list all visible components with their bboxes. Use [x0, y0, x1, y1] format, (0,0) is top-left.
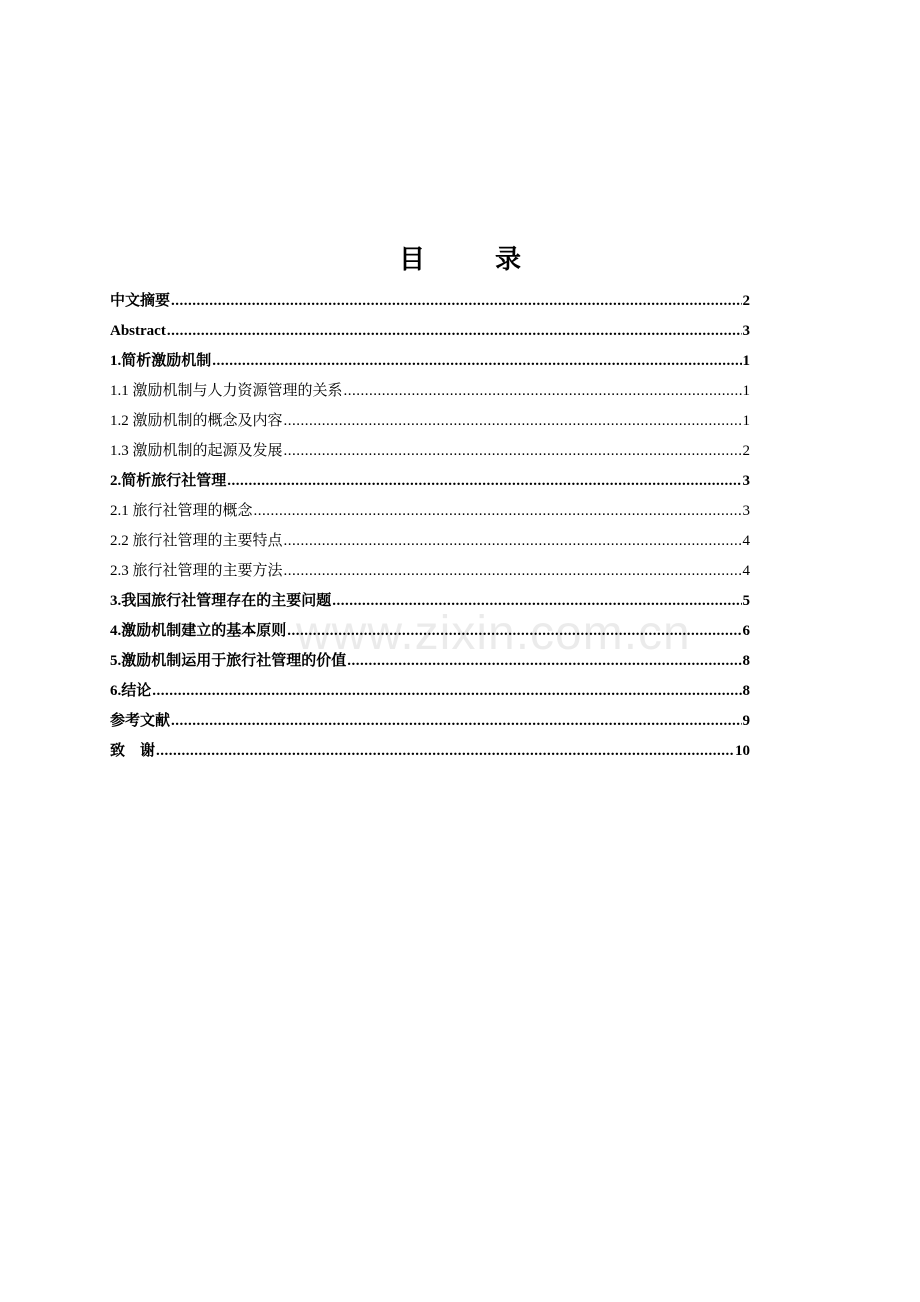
toc-entry-page: 8: [742, 653, 750, 669]
toc-entry-page: 8: [742, 683, 750, 699]
toc-entry-label: 1.2 激励机制的概念及内容: [110, 413, 283, 429]
toc-entry-label: 致 谢: [110, 743, 156, 759]
toc-entry-chapter-3[interactable]: [110, 586, 750, 616]
toc-leader-dots: [254, 496, 742, 526]
toc-entry-references[interactable]: [110, 706, 750, 736]
watermark: www.zixin.com.cn: [296, 607, 691, 660]
toc-entry-page: 5: [742, 593, 750, 609]
toc-entry-label: 1.1 激励机制与人力资源管理的关系: [110, 383, 343, 399]
toc-entry-page: 1: [742, 353, 750, 369]
toc-leader-dots: [284, 406, 742, 436]
toc-entry-page: 9: [742, 713, 750, 729]
toc-entry-chapter-5[interactable]: [110, 646, 750, 676]
toc-entry-page: 1: [742, 383, 750, 399]
toc-entry-chapter-4[interactable]: [110, 616, 750, 646]
toc-title: 目 录: [398, 245, 543, 275]
toc-entry-abstract-en[interactable]: [110, 316, 750, 346]
toc-leader-dots: [167, 316, 742, 346]
toc-entry-acknowledgements[interactable]: [110, 736, 750, 766]
toc-entry-label: 2.3 旅行社管理的主要方法: [110, 563, 283, 579]
toc-entry-page: 1: [742, 413, 750, 429]
toc-entry-label: 1.简析激励机制: [110, 353, 212, 369]
toc-leader-dots: [227, 466, 741, 496]
toc-entry-label: 2.简析旅行社管理: [110, 473, 227, 489]
toc-entry-page: 3: [742, 503, 750, 519]
toc-leader-dots: [284, 436, 742, 466]
toc-entry-section-2-1[interactable]: [110, 496, 750, 526]
toc-leader-dots: [347, 646, 741, 676]
toc-entry-label: 中文摘要: [110, 293, 171, 309]
toc-entry-section-1-2[interactable]: [110, 406, 750, 436]
toc-entry-label: 2.2 旅行社管理的主要特点: [110, 533, 283, 549]
toc-entry-label: 参考文献: [110, 713, 171, 729]
toc-entry-label: 5.激励机制运用于旅行社管理的价值: [110, 653, 347, 669]
toc-entry-page: 10: [735, 743, 750, 759]
toc-leader-dots: [332, 586, 741, 616]
toc-entry-chapter-2[interactable]: [110, 466, 750, 496]
toc-leader-dots: [287, 616, 741, 646]
toc-entry-label: Abstract: [110, 323, 166, 339]
toc-entry-page: 3: [742, 323, 750, 339]
toc-entry-section-2-3[interactable]: [110, 556, 750, 586]
toc-leader-dots: [284, 526, 742, 556]
toc-leader-dots: [156, 736, 734, 766]
toc-entry-chapter-6[interactable]: [110, 676, 750, 706]
toc-entry-abstract-cn[interactable]: [110, 286, 750, 316]
toc-entry-page: 2: [742, 293, 750, 309]
toc-leader-dots: [171, 706, 741, 736]
toc-entry-page: 4: [742, 563, 750, 579]
toc-leader-dots: [284, 556, 742, 586]
toc-entry-page: 6: [742, 623, 750, 639]
toc-leader-dots: [152, 676, 741, 706]
toc-entry-page: 4: [742, 533, 750, 549]
toc-entry-section-1-1[interactable]: [110, 376, 750, 406]
toc-entry-chapter-1[interactable]: [110, 346, 750, 376]
table-of-contents: [110, 286, 750, 766]
toc-entry-label: 1.3 激励机制的起源及发展: [110, 443, 283, 459]
toc-leader-dots: [171, 286, 741, 316]
toc-entry-label: 6.结论: [110, 683, 152, 699]
toc-entry-label: 3.我国旅行社管理存在的主要问题: [110, 593, 332, 609]
toc-leader-dots: [344, 376, 742, 406]
toc-entry-page: 3: [742, 473, 750, 489]
toc-entry-section-1-3[interactable]: [110, 436, 750, 466]
toc-entry-label: 4.激励机制建立的基本原则: [110, 623, 287, 639]
toc-leader-dots: [212, 346, 741, 376]
toc-entry-section-2-2[interactable]: [110, 526, 750, 556]
toc-entry-label: 2.1 旅行社管理的概念: [110, 503, 253, 519]
toc-entry-page: 2: [742, 443, 750, 459]
